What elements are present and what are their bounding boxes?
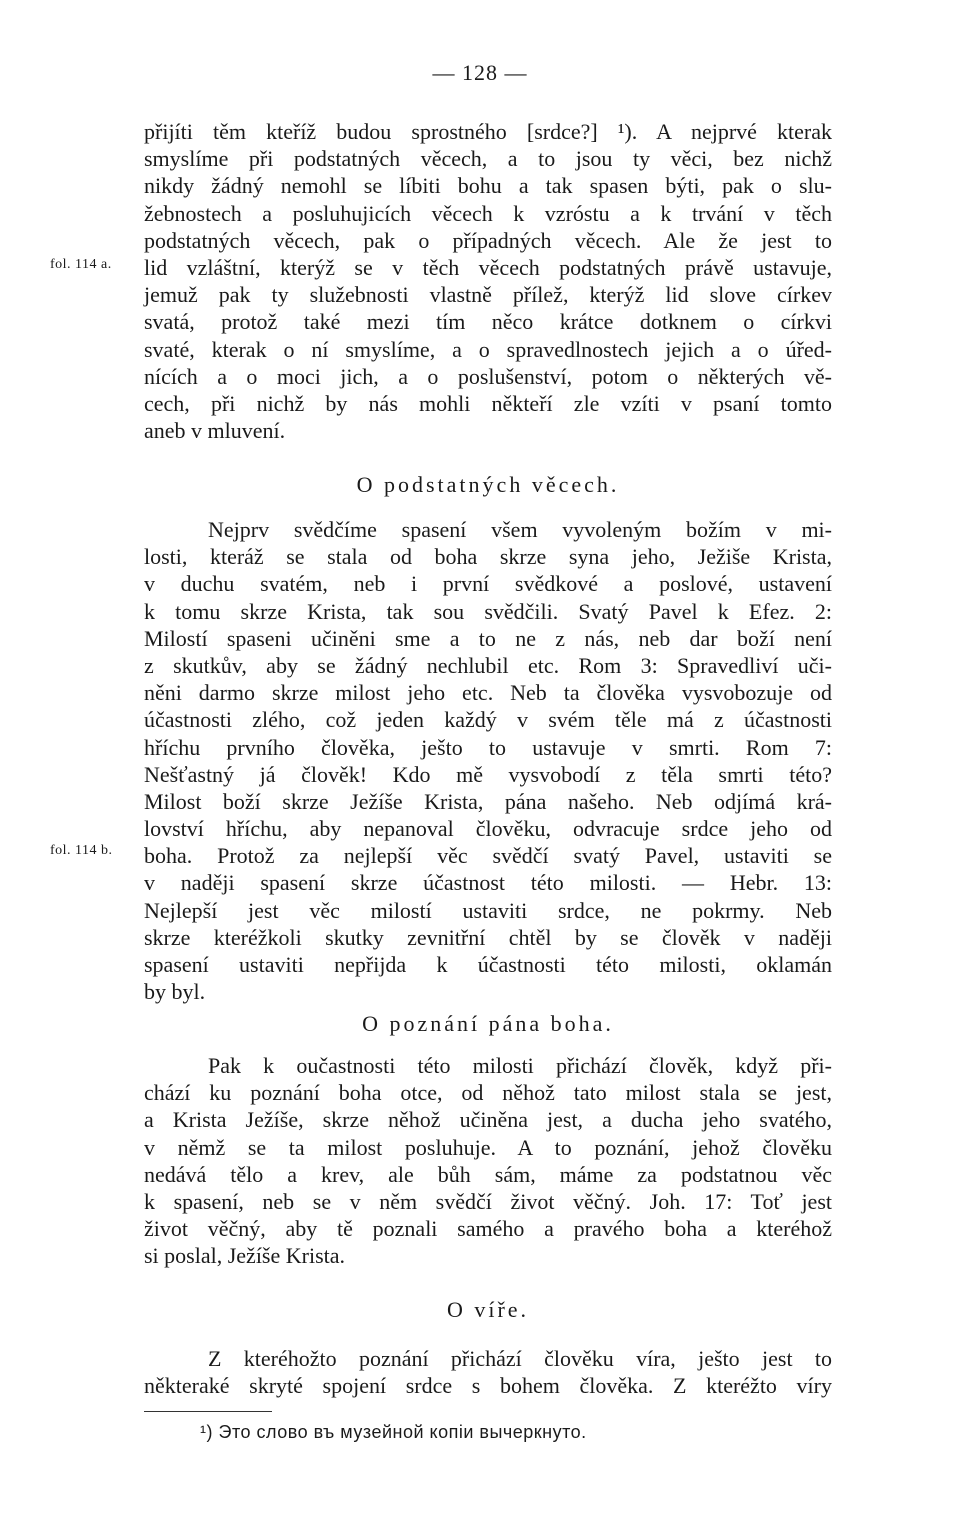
text-line: z skutkův, aby se žádný nechlubil etc. Rom 3: Spravedliví uči- — [144, 652, 832, 678]
text-line: k spasení, neb se v něm svědčí život věčný. Joh. 17: Toť jest — [144, 1188, 832, 1214]
text-line: spasení ustaviti nepřijda k účastnosti této milosti, oklamán — [144, 952, 832, 977]
text-line: jemuž pak ty služebnosti vlastně přílež, kterýž lid slove církev — [144, 282, 832, 308]
text-line: nících a o moci jich, a o poslušenství, potom o některých vě- — [144, 363, 832, 389]
text-line: Nejprv svědčíme spasení všem vyvoleným božím v mi- — [208, 517, 832, 542]
footnote-text: Это слово въ музейной копіи вычеркнуто. — [218, 1422, 587, 1442]
text-line: skrze kteréžkoli skutky zevnitřní chtěl by se člověk v naději — [144, 924, 832, 950]
text-line: lovství hříchu, aby nepanoval člověku, odvracuje srdce jeho od — [144, 816, 832, 842]
text-line: účastnosti zlého, což jeden každý v svém těle má z účastnosti — [144, 707, 832, 733]
text-line: nedává tělo a krev, ale bůh sám, máme za podstatnou věc — [144, 1161, 832, 1187]
text-line: Milostí spaseni učiněni sme a to ne z nás, neb dar boží není — [144, 625, 832, 651]
text-line: smyslíme při podstatných věcech, a to jsou ty věci, bez nichž — [144, 146, 832, 172]
text-line: by byl. — [144, 979, 206, 1005]
page-number: — 128 — — [432, 60, 528, 85]
text-line: Nešťastný já člověk! Kdo mě vysvobodí z těla smrti této? — [144, 761, 832, 787]
footnote-marker: ¹) — [200, 1422, 213, 1442]
text-line: Milost boží skrze Ježíše Krista, pána našeho. Neb odjímá krá- — [144, 788, 832, 814]
text-line: žebnostech a posluhujicích věcech k vzróstu a k trvání v těch — [144, 200, 832, 226]
text-line: hříchu prvního člověka, ješto to ustavuje v smrti. Rom 7: — [144, 734, 832, 760]
text-line: Nejlepší jest věc milostí ustaviti srdce, ne pokrmy. Neb — [144, 897, 832, 923]
text-line: některaké skryté spojení srdce s bohem člověka. Z kteréžto víry — [144, 1373, 832, 1399]
section-heading-vire: O víře. — [446, 1297, 530, 1322]
text-line: svaté, kterak o ní smyslíme, a o spravedlnostech jejich a o úřed- — [144, 336, 832, 362]
text-line: si poslal, Ježíše Krista. — [144, 1243, 346, 1269]
text-line: cech, při nichž by nás mohli někteří zle vzíti v psaní tomto — [144, 390, 832, 416]
text-line: podstatných věcech, pak o případných věcech. Ale že jest to — [144, 227, 832, 253]
section-heading-podstatne: O podstatných věcech. — [356, 472, 620, 497]
text-line: chází ku poznání boha otce, od něhož tato milost stala se jest, — [144, 1080, 832, 1106]
intro-paragraph — [144, 118, 832, 444]
section-heading-poznani: O poznání pána boha. — [362, 1011, 614, 1036]
text-line: svatá, protož také mezi tím něco krátce dotknem o církvi — [144, 309, 832, 335]
text-line: život věčný, aby tě poznali samého a pravého boha a kteréhož — [144, 1216, 832, 1242]
text-line: nikdy žádný nemohl se líbiti bohu a tak spasen býti, pak o slu- — [144, 173, 832, 199]
text-line: přijíti těm kteříž budou sprostného [srdce?] ¹). A nejprvé kterak — [144, 119, 832, 144]
text-line: k tomu skrze Krista, tak sou svědčili. Svatý Pavel k Efez. 2: — [144, 598, 832, 624]
text-line: losti, kteráž se stala od boha skrze syna jeho, Ježiše Krista, — [144, 544, 832, 570]
paragraph-podstatne — [144, 516, 832, 1005]
text-line: lid vzláštní, kterýž se v těch věcech podstatných právě ustavuje, — [144, 254, 832, 280]
margin-note-fol-114a: fol. 114 a. — [50, 257, 112, 272]
margin-note-fol-114b: fol. 114 b. — [50, 843, 113, 858]
text-line: v naději spasení skrze účastnost této milosti. — Hebr. 13: — [144, 870, 832, 896]
text-line: v duchu svatém, neb i první svědkové a poslové, ustavení — [144, 571, 832, 597]
text-line: a Krista Ježíše, skrze něhož učiněna jest, a ducha jeho svatého, — [144, 1107, 832, 1133]
text-line: něni darmo skrze milost jeho etc. Neb ta člověka vysvobozuje od — [144, 680, 832, 706]
text-line: v němž se ta milost posluhuje. A to poznání, jehož člověku — [144, 1134, 832, 1160]
footnote — [200, 1422, 587, 1443]
text-line: aneb v mluvení. — [144, 418, 286, 444]
text-line: Z kteréhožto poznání přichází člověku víra, ješto jest to — [208, 1346, 832, 1371]
paragraph-poznani — [144, 1052, 832, 1270]
text-line: boha. Protož za nejlepší věc svědčí svatý Pavel, ustaviti se — [144, 843, 832, 869]
footnote-divider — [144, 1411, 272, 1412]
text-line: Pak k oučastnosti této milosti přichází člověk, když při- — [208, 1053, 832, 1078]
paragraph-vire — [144, 1345, 832, 1399]
